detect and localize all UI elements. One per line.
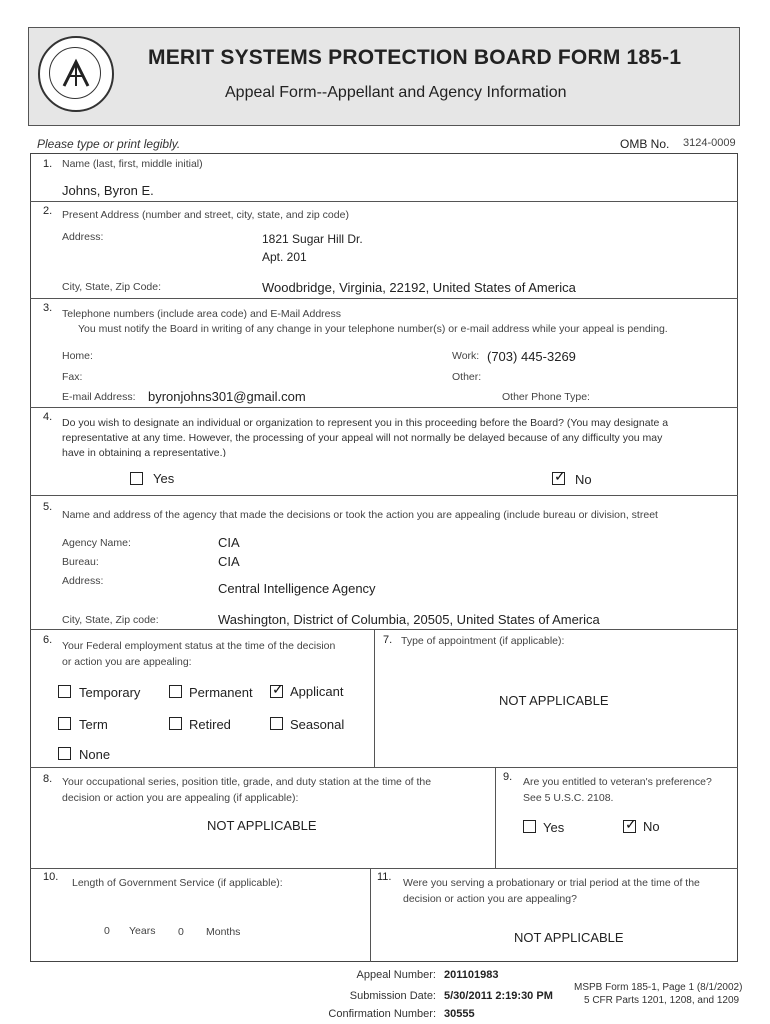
fax-label: Fax:	[62, 371, 83, 383]
service-months-label: Months	[206, 926, 241, 938]
email-label: E-mail Address:	[62, 391, 136, 403]
none-checkbox[interactable]	[58, 747, 71, 760]
none-label: None	[79, 747, 111, 762]
address-section-label: Present Address (number and street, city, state, and zip code)	[62, 209, 349, 221]
city-state-zip-field[interactable]: Woodbridge, Virginia, 22192, United States of America	[262, 280, 576, 295]
term-checkbox[interactable]	[58, 717, 71, 730]
agency-address-label: Address:	[62, 575, 104, 587]
veterans-preference-question: Are you entitled to veteran's preference?	[523, 776, 712, 788]
representative-question-line1: Do you wish to designate an individual or organization to represent you in this proceeding before the Board? (You may designate a	[62, 417, 669, 429]
seasonal-label: Seasonal	[290, 717, 345, 732]
applicant-checkbox[interactable]	[270, 681, 284, 698]
veterans-yes-checkbox[interactable]	[523, 820, 536, 833]
agency-city-label: City, State, Zip code:	[62, 614, 159, 626]
occupational-series-label-line1: Your occupational series, position title, grade, and duty station at the time of the	[62, 776, 432, 788]
submission-date-value: 5/30/2011 2:19:30 PM	[444, 990, 553, 1002]
section-3-number: 3.	[43, 302, 53, 314]
temporary-checkbox[interactable]	[58, 685, 71, 698]
veterans-no-label: No	[643, 819, 660, 834]
work-phone-label: Work:	[452, 350, 480, 362]
section-9-number: 9.	[503, 771, 513, 783]
name-label: Name (last, first, middle initial)	[62, 158, 203, 170]
probationary-question-line2: decision or action you are appealing?	[403, 893, 577, 905]
checkmark-icon: ✓	[625, 816, 637, 832]
veterans-yes-label: Yes	[543, 820, 565, 835]
home-phone-label: Home:	[62, 350, 93, 362]
service-years-label: Years	[129, 925, 156, 937]
retired-label: Retired	[189, 717, 231, 732]
address-label: Address:	[62, 231, 104, 243]
address-line2-field[interactable]: Apt. 201	[262, 250, 307, 264]
divider	[374, 629, 375, 767]
section-2-number: 2.	[43, 205, 53, 217]
permanent-checkbox[interactable]	[169, 685, 182, 698]
agency-section-label: Name and address of the agency that made the decisions or took the action you are appealing (include bureau or division, street	[62, 509, 658, 521]
telephone-section-label: Telephone numbers (include area code) and E-Mail Address	[62, 308, 341, 320]
other-phone-type-label: Other Phone Type:	[502, 391, 590, 403]
appeal-number-value: 201101983	[444, 969, 499, 981]
probationary-field[interactable]: NOT APPLICABLE	[514, 930, 624, 945]
representative-question-line3-clip	[62, 446, 722, 457]
representative-no-label: No	[575, 472, 592, 487]
form-reference: MSPB Form 185-1, Page 1 (8/1/2002)	[574, 982, 743, 993]
form-header	[28, 27, 740, 126]
section-8-number: 8.	[43, 773, 53, 785]
submission-date-label: Submission Date:	[349, 990, 436, 1002]
representative-no-checkbox[interactable]	[552, 468, 566, 485]
appointment-type-label: Type of appointment (if applicable):	[401, 635, 565, 647]
omb-number: 3124-0009	[683, 137, 736, 149]
agency-name-label: Agency Name:	[62, 537, 131, 549]
divider	[30, 201, 738, 202]
email-field[interactable]: byronjohns301@gmail.com	[148, 389, 306, 404]
bureau-field[interactable]: CIA	[218, 554, 240, 569]
bureau-label: Bureau:	[62, 556, 99, 568]
divider	[30, 495, 738, 496]
section-11-number: 11.	[377, 871, 392, 883]
section-1-number: 1.	[43, 158, 53, 170]
service-years-field[interactable]: 0	[104, 925, 110, 937]
name-field[interactable]: Johns, Byron E.	[62, 183, 154, 198]
work-phone-field[interactable]: (703) 445-3269	[487, 349, 576, 364]
section-6-number: 6.	[43, 634, 53, 646]
temporary-label: Temporary	[79, 685, 141, 700]
divider	[30, 407, 738, 408]
divider	[30, 629, 738, 630]
instruction-text: Please type or print legibly.	[37, 137, 181, 151]
cfr-reference: 5 CFR Parts 1201, 1208, and 1209	[584, 995, 740, 1006]
checkmark-icon: ✓	[272, 681, 284, 697]
divider	[370, 868, 371, 962]
service-months-field[interactable]: 0	[178, 926, 184, 938]
form-frame	[30, 153, 738, 962]
veterans-preference-reference: See 5 U.S.C. 2108.	[523, 792, 614, 804]
telephone-notice: You must notify the Board in writing of any change in your telephone number(s) or e-mail address while your appeal is pending.	[78, 323, 668, 335]
representative-yes-label: Yes	[153, 471, 175, 486]
employment-status-label-line1: Your Federal employment status at the time of the decision	[62, 640, 336, 652]
section-10-number: 10.	[43, 871, 59, 883]
mspb-seal-icon	[38, 36, 114, 112]
representative-yes-checkbox[interactable]	[130, 472, 143, 485]
employment-status-label-line2: or action you are appealing:	[62, 656, 192, 668]
representative-question-line3: have in obtaining a representative.)	[62, 447, 227, 457]
section-4-number: 4.	[43, 411, 53, 423]
applicant-label: Applicant	[290, 684, 344, 699]
occupational-series-label-line2: decision or action you are appealing (if applicable):	[62, 792, 299, 804]
appeal-number-label: Appeal Number:	[356, 969, 436, 981]
other-phone-label: Other:	[452, 371, 482, 383]
checkmark-icon: ✓	[554, 468, 566, 484]
city-state-zip-label: City, State, Zip Code:	[62, 281, 162, 293]
agency-city-field[interactable]: Washington, District of Columbia, 20505, United States of America	[218, 612, 600, 627]
form-subtitle: Appeal Form--Appellant and Agency Information	[225, 84, 567, 101]
section-7-number: 7.	[383, 634, 393, 646]
government-service-label: Length of Government Service (if applicable):	[72, 877, 283, 889]
seasonal-checkbox[interactable]	[270, 717, 283, 730]
confirmation-number-label: Confirmation Number:	[328, 1008, 436, 1020]
probationary-question-line1: Were you serving a probationary or trial period at the time of the	[403, 877, 700, 889]
appointment-type-field[interactable]: NOT APPLICABLE	[499, 693, 609, 708]
confirmation-number-value: 30555	[444, 1008, 475, 1020]
term-label: Term	[79, 717, 108, 732]
divider	[30, 767, 738, 768]
section-5-number: 5.	[43, 501, 53, 513]
omb-label: OMB No.	[620, 137, 670, 151]
address-line1-field[interactable]: 1821 Sugar Hill Dr.	[262, 232, 363, 246]
agency-name-field[interactable]: CIA	[218, 535, 240, 550]
veterans-no-checkbox[interactable]	[623, 816, 637, 833]
permanent-label: Permanent	[189, 685, 253, 700]
divider	[30, 868, 738, 869]
occupational-series-field[interactable]: NOT APPLICABLE	[207, 818, 317, 833]
form-title: MERIT SYSTEMS PROTECTION BOARD FORM 185-1	[148, 46, 682, 69]
divider	[30, 298, 738, 299]
retired-checkbox[interactable]	[169, 717, 182, 730]
divider	[495, 767, 496, 868]
agency-address-field[interactable]: Central Intelligence Agency	[218, 581, 376, 596]
representative-question-line2: representative at any time. However, the processing of your appeal will not normally be delayed because of any difficulty you may	[62, 432, 663, 444]
